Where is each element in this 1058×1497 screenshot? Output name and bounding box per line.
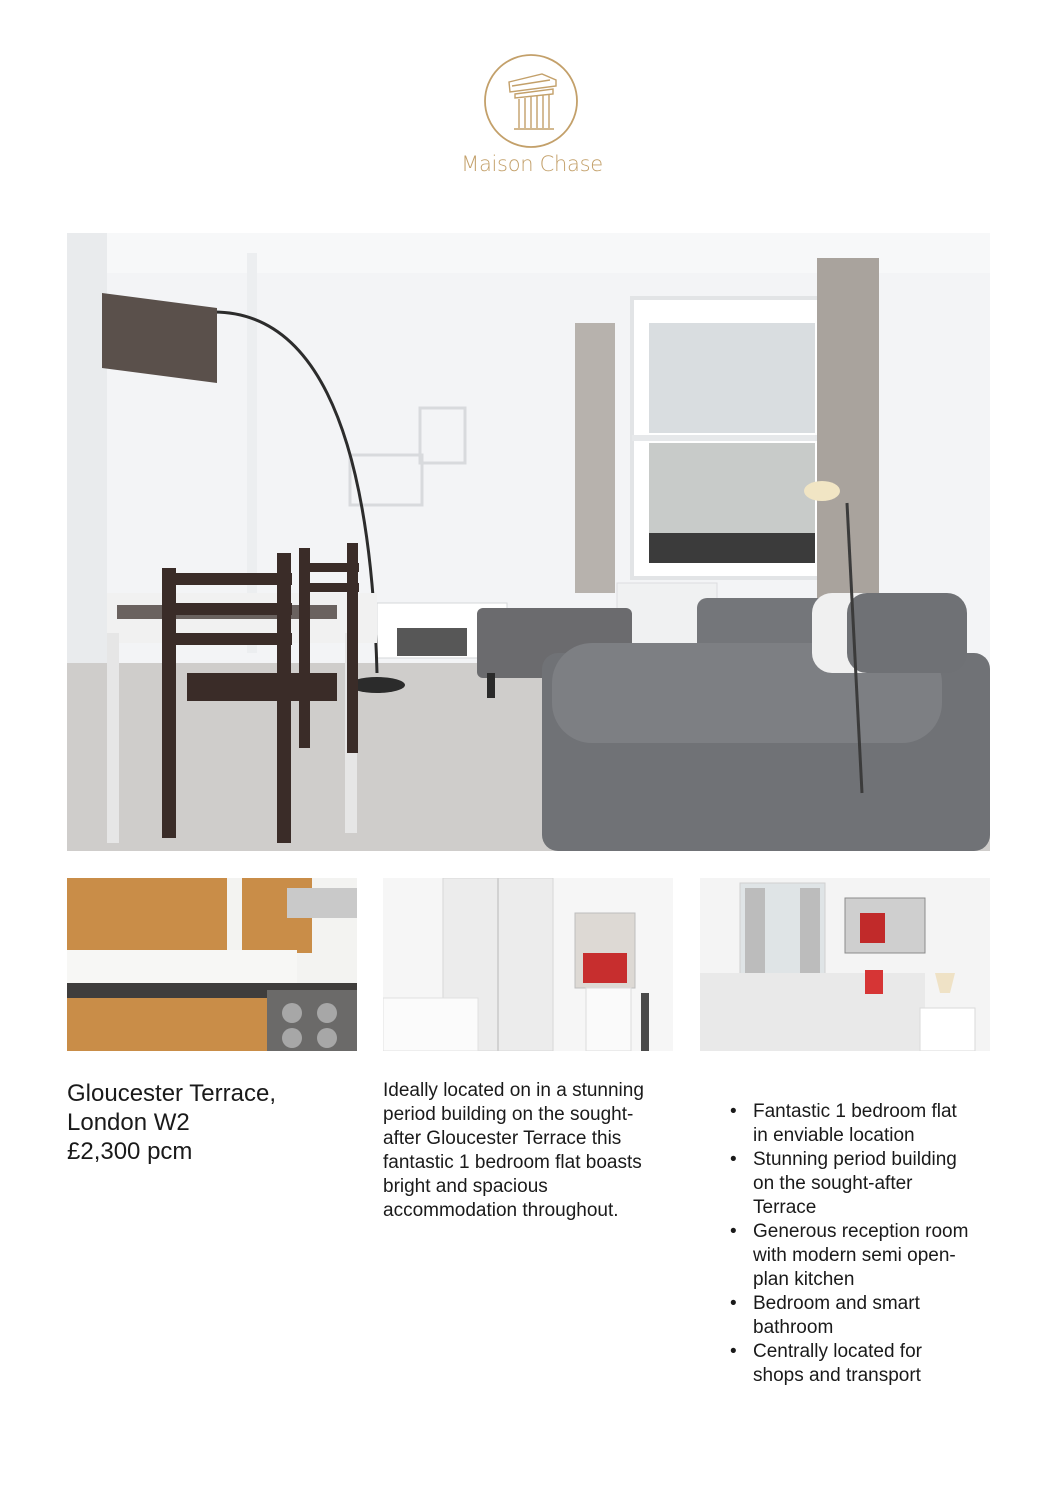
description-line: Ideally located on in a stunning: [383, 1080, 644, 1101]
bullet-icon: •: [730, 1221, 737, 1242]
feature-line: Centrally located for: [753, 1341, 922, 1362]
feature-line: shops and transport: [753, 1365, 921, 1386]
bullet-icon: •: [730, 1149, 737, 1170]
description-line: fantastic 1 bedroom flat boasts: [383, 1152, 642, 1173]
description-line: period building on the sought-: [383, 1104, 634, 1125]
hero-photo-living-room: [67, 233, 990, 851]
feature-line: on the sought-after: [753, 1173, 913, 1194]
brand-name: Maison Chase: [461, 152, 603, 176]
feature-item: [730, 1148, 1030, 1220]
address-line-1: Gloucester Terrace,: [67, 1080, 276, 1107]
feature-item: [730, 1292, 1030, 1340]
feature-line: plan kitchen: [753, 1269, 855, 1290]
description-line: bright and spacious: [383, 1176, 548, 1197]
feature-item: [730, 1340, 1030, 1388]
property-description: [383, 1079, 683, 1223]
description-line: accommodation throughout.: [383, 1200, 619, 1221]
bedroom-photo: [700, 878, 990, 1051]
feature-line: Terrace: [753, 1197, 817, 1218]
listing-heading: [67, 1079, 367, 1166]
feature-line: Fantastic 1 bedroom flat: [753, 1101, 957, 1122]
description-line: after Gloucester Terrace this: [383, 1128, 622, 1149]
feature-line: with modern semi open-: [753, 1245, 956, 1266]
feature-line: Generous reception room: [753, 1221, 969, 1242]
bullet-icon: •: [730, 1293, 737, 1314]
address-line-2: London W2: [67, 1109, 190, 1136]
bathroom-photo: [383, 878, 673, 1051]
feature-line: Bedroom and smart: [753, 1293, 920, 1314]
feature-line: Stunning period building: [753, 1149, 957, 1170]
brand-logo: [452, 52, 612, 182]
kitchen-photo: [67, 878, 357, 1051]
price: £2,300 pcm: [67, 1138, 193, 1165]
feature-item: [730, 1220, 1030, 1292]
bullet-icon: •: [730, 1341, 737, 1362]
feature-item: [730, 1100, 1030, 1148]
column-logo-icon: [482, 52, 580, 150]
feature-list: [730, 1100, 1030, 1388]
feature-line: bathroom: [753, 1317, 834, 1338]
bullet-icon: •: [730, 1101, 737, 1122]
feature-line: in enviable location: [753, 1125, 915, 1146]
